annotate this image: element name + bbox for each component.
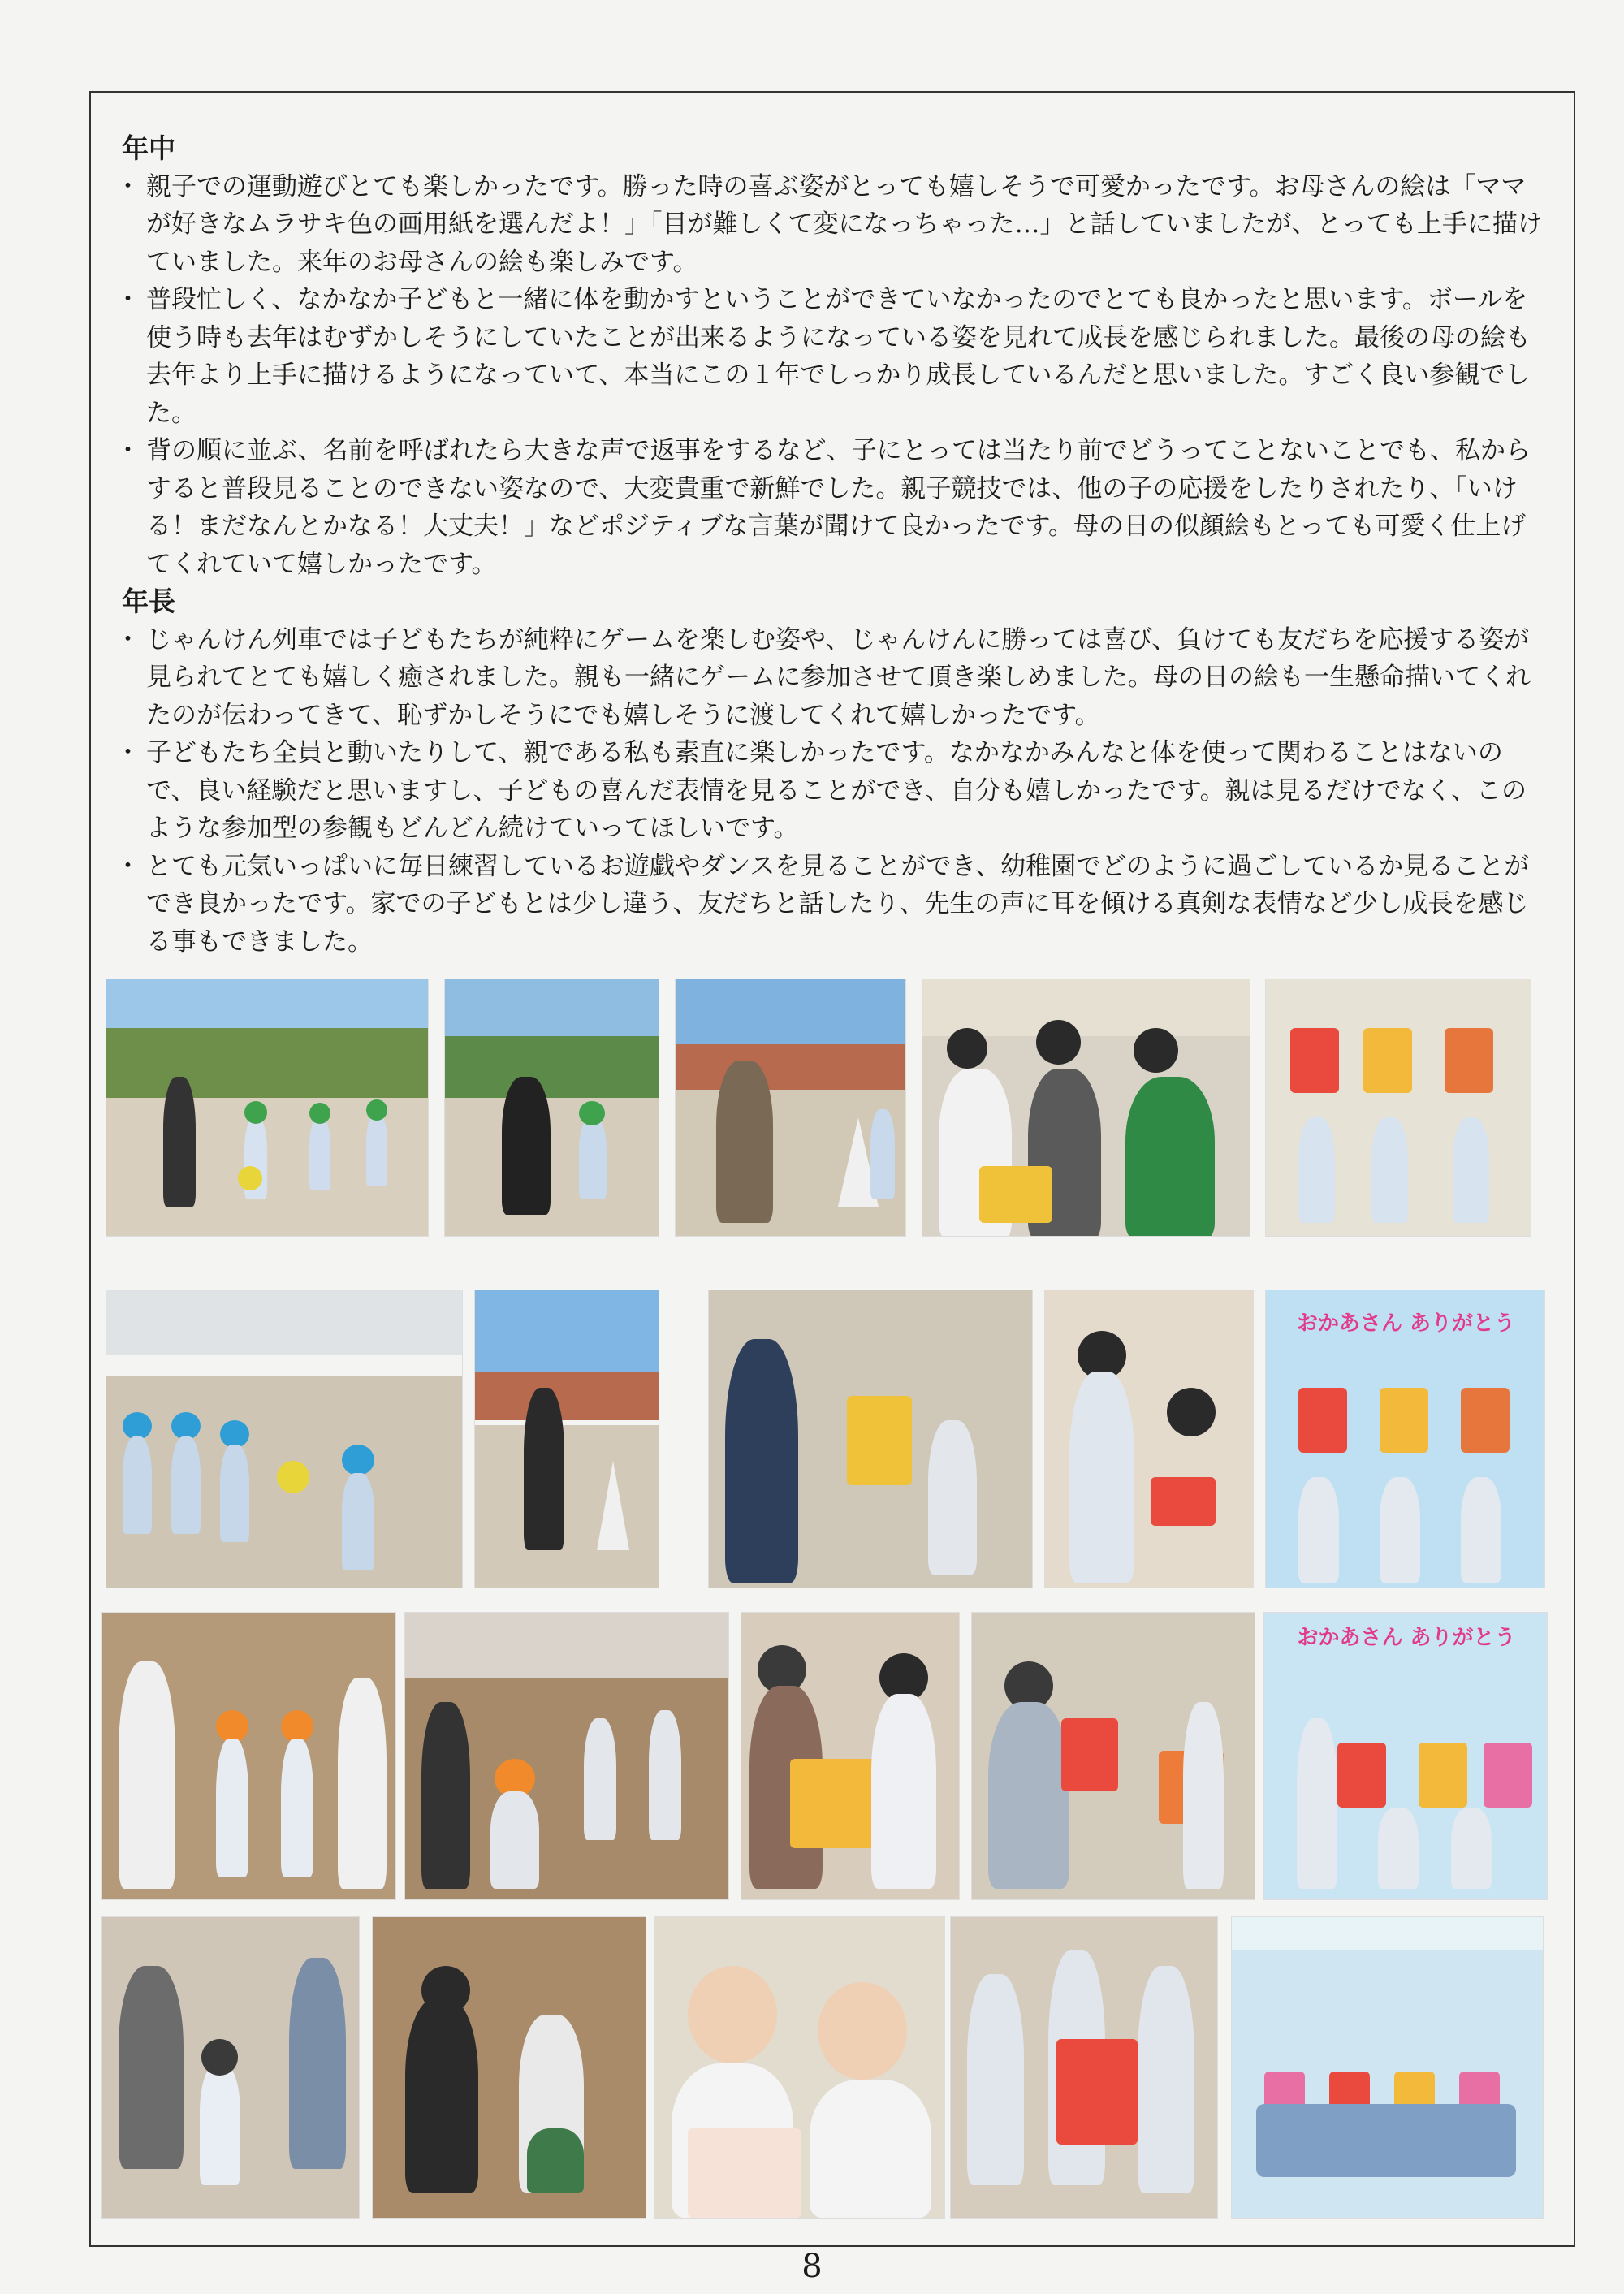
photo-hall-dance: [102, 1612, 396, 1900]
photo-classroom-families: [922, 979, 1250, 1237]
page-number: 8: [801, 2248, 823, 2285]
comment-item: ・ じゃんけん列車では子どもたちが純粋にゲームを楽しむ姿や、じゃんけんに勝っては喜び、負けても友だちを応援する姿が見られてとても嬉しく癒されました。親も一緒にゲームに参加させて頂き楽しめました。母の日の絵も一生懸命描いてくれたのが伝わってきて、恥ずかしそうにでも嬉しそうに渡してくれて嬉しかったです。: [122, 621, 1551, 735]
comment-item: ・ 子どもたち全員と動いたりして、親である私も素直に楽しかったです。なかなかみんなと体を使って関わることはないので、良い経験だと思いますし、子どもの喜んだ表情を見ることができ、自分も嬉しかったです。親は見るだけでなく、このような参加型の参観もどんどん続けていってほしいです。: [122, 734, 1551, 848]
photo-outdoor-ball: [106, 979, 429, 1237]
comment-item: ・ とても元気いっぱいに毎日練習しているお遊戯やダンスを見ることができ、幼稚園でどのように過ごしているか見ることができ良かったです。家での子どもとは少し違う、友だちと話したり、先生の声に耳を傾ける真剣な表情など少し成長を感じる事もできました。: [122, 848, 1551, 961]
photo-classroom-portraits: [1265, 979, 1531, 1237]
photo-outdoor-line: [106, 1290, 463, 1588]
comment-item: ・ 背の順に並ぶ、名前を呼ばれたら大きな声で返事をするなど、子にとっては当たり前でどうってことないことでも、私からすると普段見ることのできない姿なので、大変貴重で新鮮でした。親子競技では、他の子の応援をしたりされたり、「いける！まだなんとかなる！大丈夫！」などポジティブな言葉が聞けて良かったです。母の日の似顔絵もとっても可愛く仕上げてくれていて嬉しかったです。: [122, 432, 1551, 583]
photo-class-banner-2: [1263, 1612, 1548, 1900]
photo-class-banner-1: [1265, 1290, 1545, 1588]
photo-class-group: [1231, 1916, 1544, 2219]
photo-portrait-gift: [741, 1612, 960, 1900]
photo-hall-embrace: [372, 1916, 646, 2219]
photo-children-gifts: [950, 1916, 1218, 2219]
photo-hall-game: [404, 1612, 729, 1900]
photo-outdoor-cone-2: [474, 1290, 659, 1588]
photo-gift-giving: [708, 1290, 1033, 1588]
photo-outdoor-cone: [675, 979, 906, 1237]
photo-outdoor-rope: [444, 979, 659, 1237]
banner-text: おかあさん ありがとう: [1296, 1311, 1516, 1336]
banner-text: おかあさん ありがとう: [1297, 1626, 1516, 1650]
photo-children-closeup: [654, 1916, 945, 2219]
comment-item: ・ 普段忙しく、なかなか子どもと一緒に体を動かすということができていなかったのでとても良かったと思います。ボールを使う時も去年はむずかしそうにしていたことが出来るようになっている姿を見れて成長を感じられました。最後の母の絵も去年より上手に描けるようになっていて、本当にこの１年でしっかり成長しているんだと思いました。すごく良い参観でした。: [122, 281, 1551, 432]
section-heading-nenchu: 年中: [122, 132, 175, 164]
section-heading-nencho: 年長: [122, 585, 175, 617]
photo-hall-pair: [102, 1916, 360, 2219]
photo-peace-sign: [1044, 1290, 1254, 1588]
photo-parent-hug: [971, 1612, 1255, 1900]
comments-text: [122, 130, 1551, 961]
comment-item: ・ 親子での運動遊びとても楽しかったです。勝った時の喜ぶ姿がとっても嬉しそうで可愛かったです。お母さんの絵は「ママが好きなムラサキ色の画用紙を選んだよ！」「目が難しくて変になっちゃった…」と話していましたが、とっても上手に描けていました。来年のお母さんの絵も楽しみです。: [122, 168, 1551, 282]
